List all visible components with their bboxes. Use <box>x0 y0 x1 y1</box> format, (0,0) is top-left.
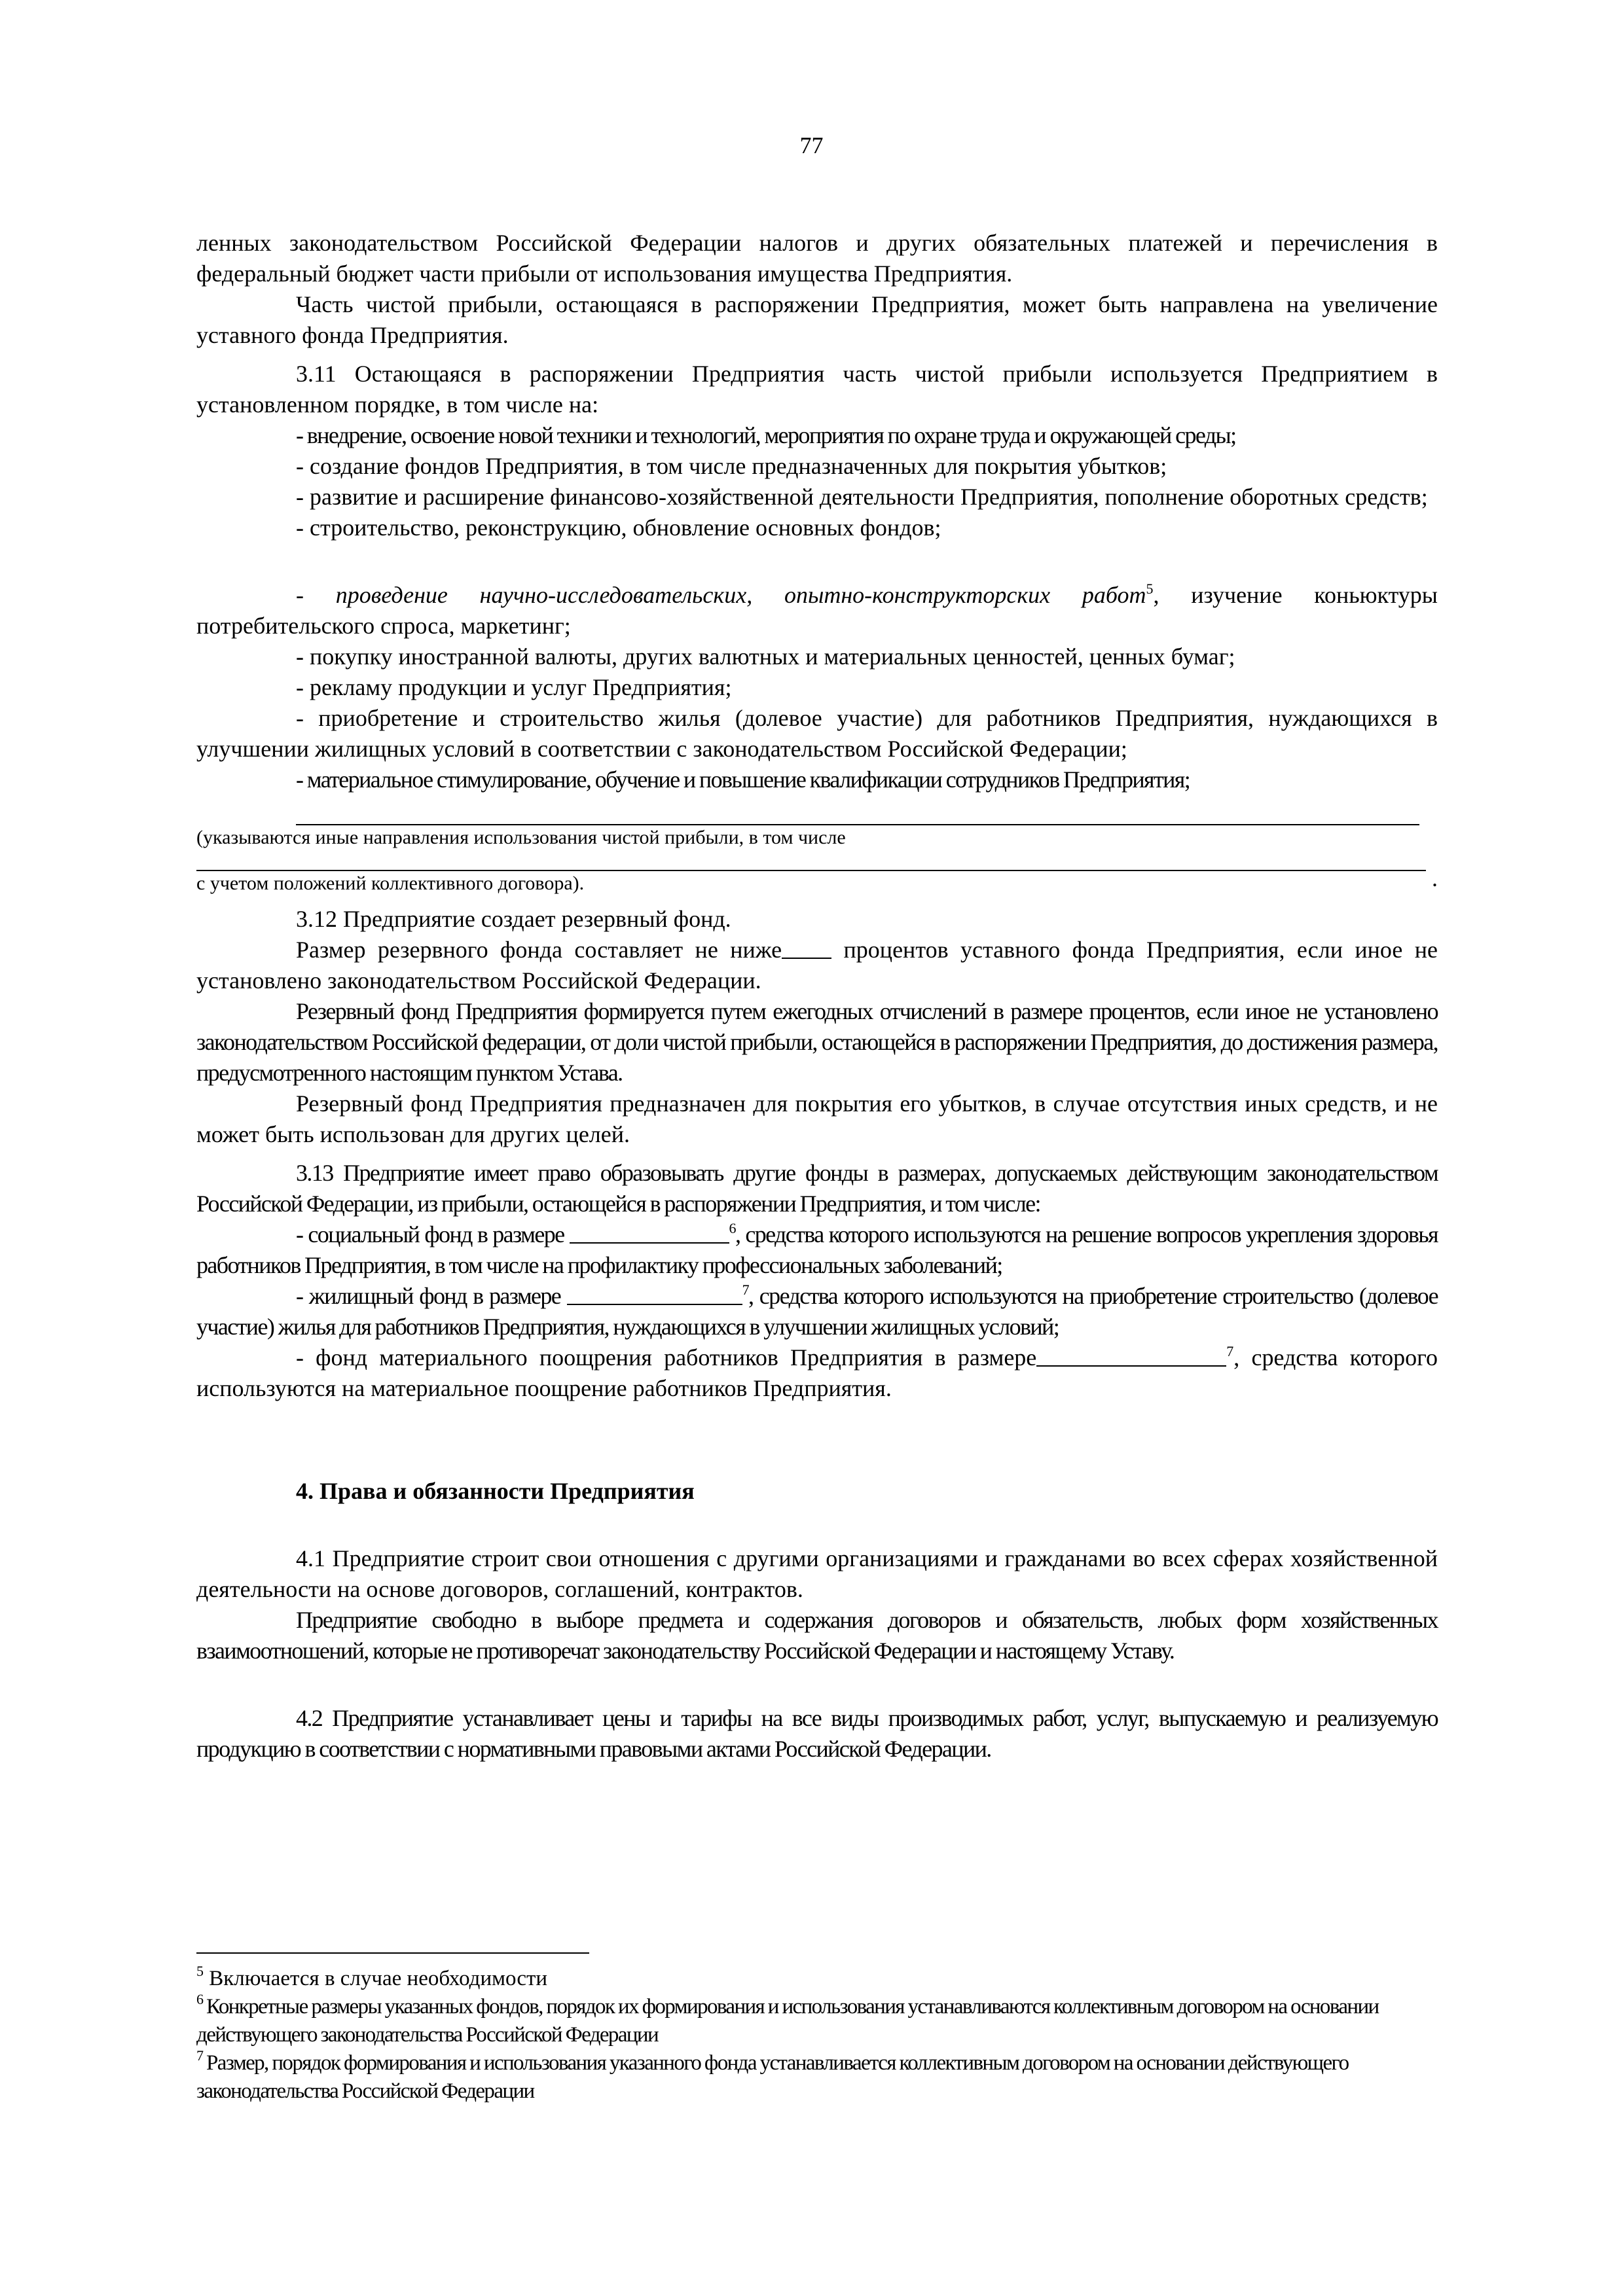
research-italic-text: проведение научно-исследовательских, опытно-конструкторских работ <box>335 582 1146 608</box>
caption-collective-agreement: с учетом положений коллективного договора). <box>196 872 585 894</box>
list-item-currency: - покупку иностранной валюты, других валютных и материальных ценностей, ценных бумаг; <box>296 643 1235 670</box>
paragraph-4-1: 4.1 Предприятие строит свои отношения с другими организациями и гражданами во всех сферах хозяйственной деятельности на основе договоров, соглашений, контрактов. <box>196 1545 1438 1602</box>
incentive-fund-text: - фонд материального поощрения работников Предприятия в размере <box>296 1344 1037 1371</box>
social-fund-text: - социальный фонд в размере <box>296 1221 570 1247</box>
document-body <box>196 228 1438 1765</box>
list-dash: - <box>296 582 336 608</box>
reserve-size-text-rest: процентов уставного фонда Предприятия, если иное не установлено законодательством Российской Федерации. <box>196 937 1438 994</box>
footnote-separator <box>196 1952 589 1954</box>
fill-in-blank <box>567 1284 742 1305</box>
paragraph-net-profit: Часть чистой прибыли, остающаяся в распоряжении Предприятия, может быть направлена на увеличение уставного фонда Предприятия. <box>196 291 1438 348</box>
footnote-ref-7: 7 <box>742 1282 748 1298</box>
caption-other-directions: (указываются иные направления использования чистой прибыли, в том числе <box>196 827 846 848</box>
paragraph-4-2: 4.2 Предприятие устанавливает цены и тарифы на все виды производимых работ, услуг, выпускаемую и реализуемую продукцию в соответствии с нормативными правовыми актами Российской Федерации. <box>196 1705 1438 1762</box>
section-heading-4: 4. Права и обязанности Предприятия <box>296 1478 695 1504</box>
social-fund-text-rest: , средства которого используются на решение вопросов укрепления здоровья работников Предприятия, в том числе на профилактику профессиональных заболеваний; <box>196 1221 1438 1278</box>
paragraph-3-13: 3.13 Предприятие имеет право образовывать другие фонды в размерах, допускаемых действующим законодательством Российской Федерации, из прибыли, остающейся в распоряжении Предприятия, и том числе: <box>196 1160 1438 1217</box>
footnote-text: Размер, порядок формирования и использования указанного фонда устанавливается коллективным договором на основании действующего законодательства Российской Федерации <box>196 2051 1349 2103</box>
list-item-innovation: - внедрение, освоение новой техники и технологий, мероприятия по охране труда и окружающей среды; <box>296 422 1236 448</box>
paragraph-3-11: 3.11 Остающаяся в распоряжении Предприятия часть чистой прибыли используется Предприятием в установленном порядке, в том числе на: <box>196 361 1438 418</box>
paragraph-reserve-purpose: Резервный фонд Предприятия предназначен для покрытия его убытков, в случае отсутствия иных средств, и не может быть использован для других целей. <box>196 1090 1438 1147</box>
blank-line-period: . <box>1432 865 1438 891</box>
housing-fund-text-rest: , средства которого используются на приобретение строительство (долевое участие) жилья для работников Предприятия, нуждающихся в улучшении жилищных условий; <box>196 1283 1438 1340</box>
footnote-5 <box>196 1965 1438 1993</box>
footnotes <box>196 1965 1438 2106</box>
footnote-ref-6: 6 <box>729 1220 735 1236</box>
paragraph-reserve-size <box>196 935 1438 996</box>
footnote-ref-5: 5 <box>1146 581 1154 597</box>
list-item-advertising: - рекламу продукции и услуг Предприятия; <box>296 674 732 700</box>
footnote-ref-7: 7 <box>1226 1343 1234 1359</box>
list-item-incentive-fund <box>196 1342 1438 1404</box>
research-rest-text: , изучение коньюктуры потребительского спроса, маркетинг; <box>196 582 1438 639</box>
paragraph-reserve-formation: Резервный фонд Предприятия формируется путем ежегодных отчислений в размере процентов, если иное не установлено законодательством Российской федерации, от доли чистой прибыли, остающейся в распоряжении Предприятия, до достижения размера, предусмотренного настоящим пунктом Устава. <box>196 998 1438 1086</box>
list-item-social-fund <box>196 1219 1438 1281</box>
footnote-mark: 5 <box>196 1963 204 1979</box>
fill-in-blank <box>570 1223 729 1244</box>
fill-in-line <box>196 870 1426 871</box>
footnote-text: Конкретные размеры указанных фондов, порядок их формирования и использования устанавливаются коллективным договором на основании действующего законодательства Российской Федерации <box>196 1995 1379 2047</box>
page-number: 77 <box>799 132 824 158</box>
list-item-housing-fund <box>196 1281 1438 1342</box>
list-item-research <box>196 580 1438 641</box>
footnote-text: Включается в случае необходимости <box>204 1967 548 1990</box>
reserve-size-text: Размер резервного фонда составляет не ниже <box>296 937 782 963</box>
paragraph-3-12: 3.12 Предприятие создает резервный фонд. <box>296 906 731 932</box>
footnote-6 <box>196 1993 1438 2049</box>
fill-in-blank <box>1036 1346 1226 1367</box>
paragraph-continuation: ленных законодательством Российской Федерации налогов и других обязательных платежей и перечисления в федеральный бюджет части прибыли от использования имущества Предприятия. <box>196 230 1438 287</box>
footnote-mark: 7 <box>196 2047 203 2064</box>
footnote-mark: 6 <box>196 1991 203 2007</box>
fill-in-blank <box>782 938 831 959</box>
paragraph-4-1-freedom: Предприятие свободно в выборе предмета и содержания договоров и обязательств, любых форм хозяйственных взаимоотношений, которые не противоречат законодательству Российской Федерации и настоящему Уставу. <box>196 1607 1438 1664</box>
list-item-incentives: - материальное стимулирование, обучение и повышение квалификации сотрудников Предприятия; <box>296 766 1190 793</box>
housing-fund-text: - жилищный фонд в размере <box>296 1283 567 1309</box>
incentive-fund-text-rest: , средства которого используются на материальное поощрение работников Предприятия. <box>196 1344 1438 1401</box>
footnote-7 <box>196 2049 1438 2106</box>
list-item-housing: - приобретение и строительство жилья (долевое участие) для работников Предприятия, нуждающихся в улучшении жилищных условий в соответствии с законодательством Российской Федерации; <box>196 705 1438 762</box>
list-item-funds: - создание фондов Предприятия, в том числе предназначенных для покрытия убытков; <box>296 453 1167 479</box>
list-item-construction: - строительство, реконструкцию, обновление основных фондов; <box>296 514 941 541</box>
list-item-development: - развитие и расширение финансово-хозяйственной деятельности Предприятия, пополнение оборотных средств; <box>296 484 1428 510</box>
